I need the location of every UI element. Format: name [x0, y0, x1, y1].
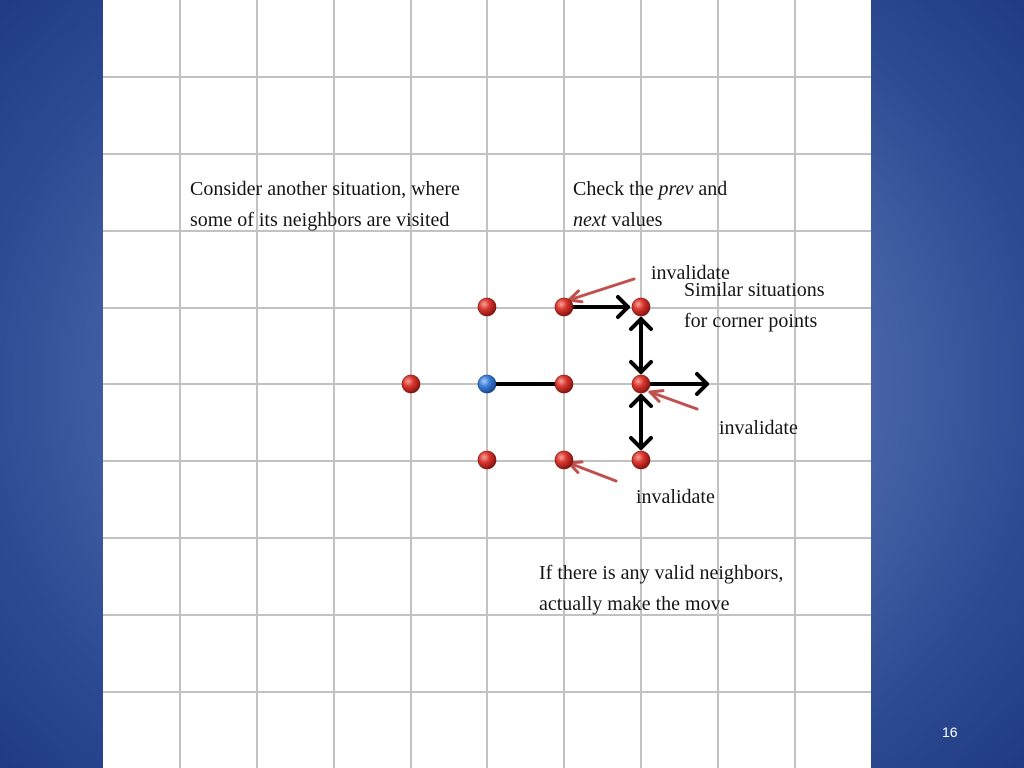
similar-situations-text: [684, 275, 844, 337]
check-values-text: [573, 174, 793, 236]
invalidate-bottom-label: invalidate: [636, 486, 715, 508]
check-and: and: [698, 178, 728, 200]
check-values: values: [611, 209, 663, 231]
visited-node: [632, 451, 650, 469]
visited-node: [555, 375, 573, 393]
visited-node: [478, 451, 496, 469]
slide-number: 16: [942, 724, 958, 740]
intro-text-content: Consider another situation, where some of its neighbors are visited: [190, 178, 460, 231]
invalidate-right-label: invalidate: [719, 417, 798, 439]
invalidate-top-label: invalidate: [651, 262, 730, 284]
check-prefix: Check the: [573, 178, 654, 200]
similar-situations-content: Similar situations for corner points: [684, 279, 825, 332]
prev-label: prev: [658, 178, 694, 200]
pointer-arrow: [569, 279, 634, 300]
visited-node: [632, 298, 650, 316]
visited-node: [555, 298, 573, 316]
move-text-content: If there is any valid neighbors, actually make the move: [539, 562, 784, 615]
edges: [487, 297, 707, 448]
intro-text: [190, 174, 460, 236]
visited-node: [402, 375, 420, 393]
visited-node: [555, 451, 573, 469]
move-text: [539, 558, 819, 620]
visited-node: [478, 298, 496, 316]
next-label: next: [573, 209, 607, 231]
visited-node: [632, 375, 650, 393]
current-node: [478, 375, 496, 393]
